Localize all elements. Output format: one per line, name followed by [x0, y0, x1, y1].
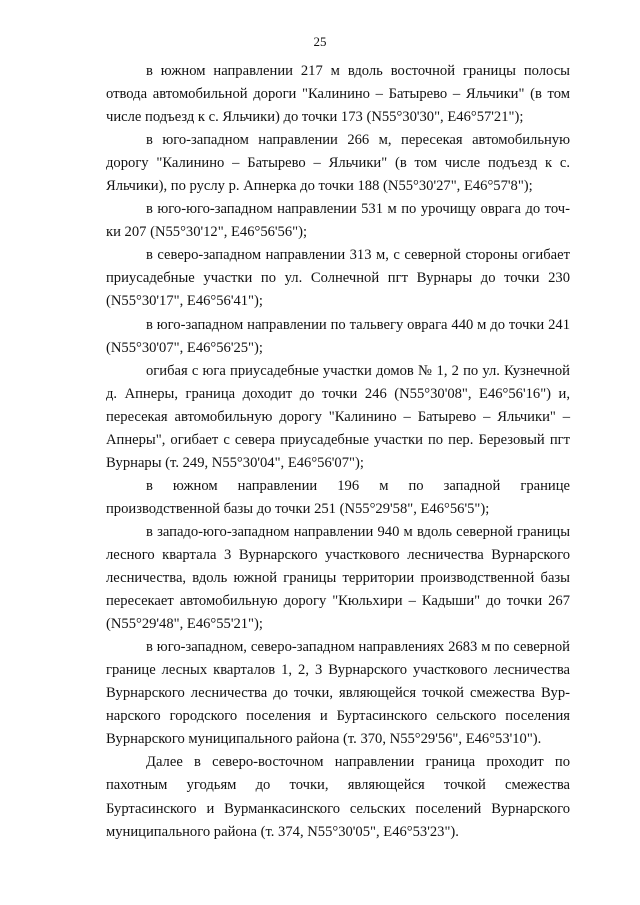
page-number: 25 — [313, 34, 327, 49]
paragraph-southwest-northwest-2683m: в юго-западном, северо-западном направлениях 2683 м по северной границе лесных кварталов 1, 2, 3 Вурнарского участкового лесничества Вурнарского лесничества до точки, являющейся точкой смежества Вурнарского городского поселения и Буртасинского сельского поселения Вурнарского муниципального района (т. 370, N55°29'56", E46°53'10"). — [106, 639, 570, 748]
paragraph-northwest-313m: в северо-западном направлении 313 м, с северной стороны огибает приусадебные участки по ул. Солнечной пгт Вурнары до точки 230 (N55°30'17", E46°56'41"); — [106, 247, 570, 310]
paragraph-southwest-440m: в юго-западном направлении по тальвегу оврага 440 м до точки 241 (N55°30'07", E46°56'25"); — [106, 316, 570, 356]
paragraph-south-southwest-531m: в юго-юго-западном направлении 531 м по урочищу оврага до точки 207 (N55°30'12", E46°56'56"); — [106, 201, 570, 241]
paragraph-apnery-kuznechnaya: огибая с юга приусадебные участки домов № 1, 2 по ул. Кузнечной д. Апнеры, граница доходит до точки 246 (N55°30'08", E46°56'16") и, пересекая автомобильную дорогу "Калинино – Батырево – Яльчики" – Апнеры", огибает с севера приусадебные участки по пер. Березовый пгт Вурнары (т. 249, N55°30'04", E46°56'07"); — [106, 362, 570, 471]
paragraph-northeast-final: Далее в северо-восточном направлении граница проходит по пахотным угодьям до точки, являющейся точкой смежества Буртасинского и Вурманкасинского сельских поселений Вурнарского муниципального района (т. 374, N55°30'05", E46°53'23"). — [106, 754, 570, 840]
document-body — [106, 60, 570, 844]
paragraph-south-217m: в южном направлении 217 м вдоль восточной границы полосы отвода автомобильной дороги "Калинино – Батырево – Яльчики" (в том числе подъезд к с. Яльчики) до точки 173 (N55°30'30", E46°57'21"); — [106, 63, 570, 126]
paragraph-southwest-266m: в юго-западном направлении 266 м, пересекая автомобильную дорогу "Калинино – Батырево – Яльчики" (в том числе подъезд к с. Яльчики), по руслу р. Апнерка до точки 188 (N55°30'27", E46°57'8"); — [106, 132, 570, 195]
paragraph-south-196m: в южном направлении 196 м по западной границе производственной базы до точки 251 (N55°29'58", E46°56'5"); — [106, 477, 570, 517]
paragraph-west-southwest-940m: в западо-юго-западном направлении 940 м вдоль северной границы лесного квартала 3 Вурнарского участкового лесничества Вурнарского лесничества, вдоль южной границы территории производственной базы пересекает автомобильную дорогу "Кюльхири – Кадыши" до точки 267 (N55°29'48", E46°55'21"); — [106, 523, 570, 633]
